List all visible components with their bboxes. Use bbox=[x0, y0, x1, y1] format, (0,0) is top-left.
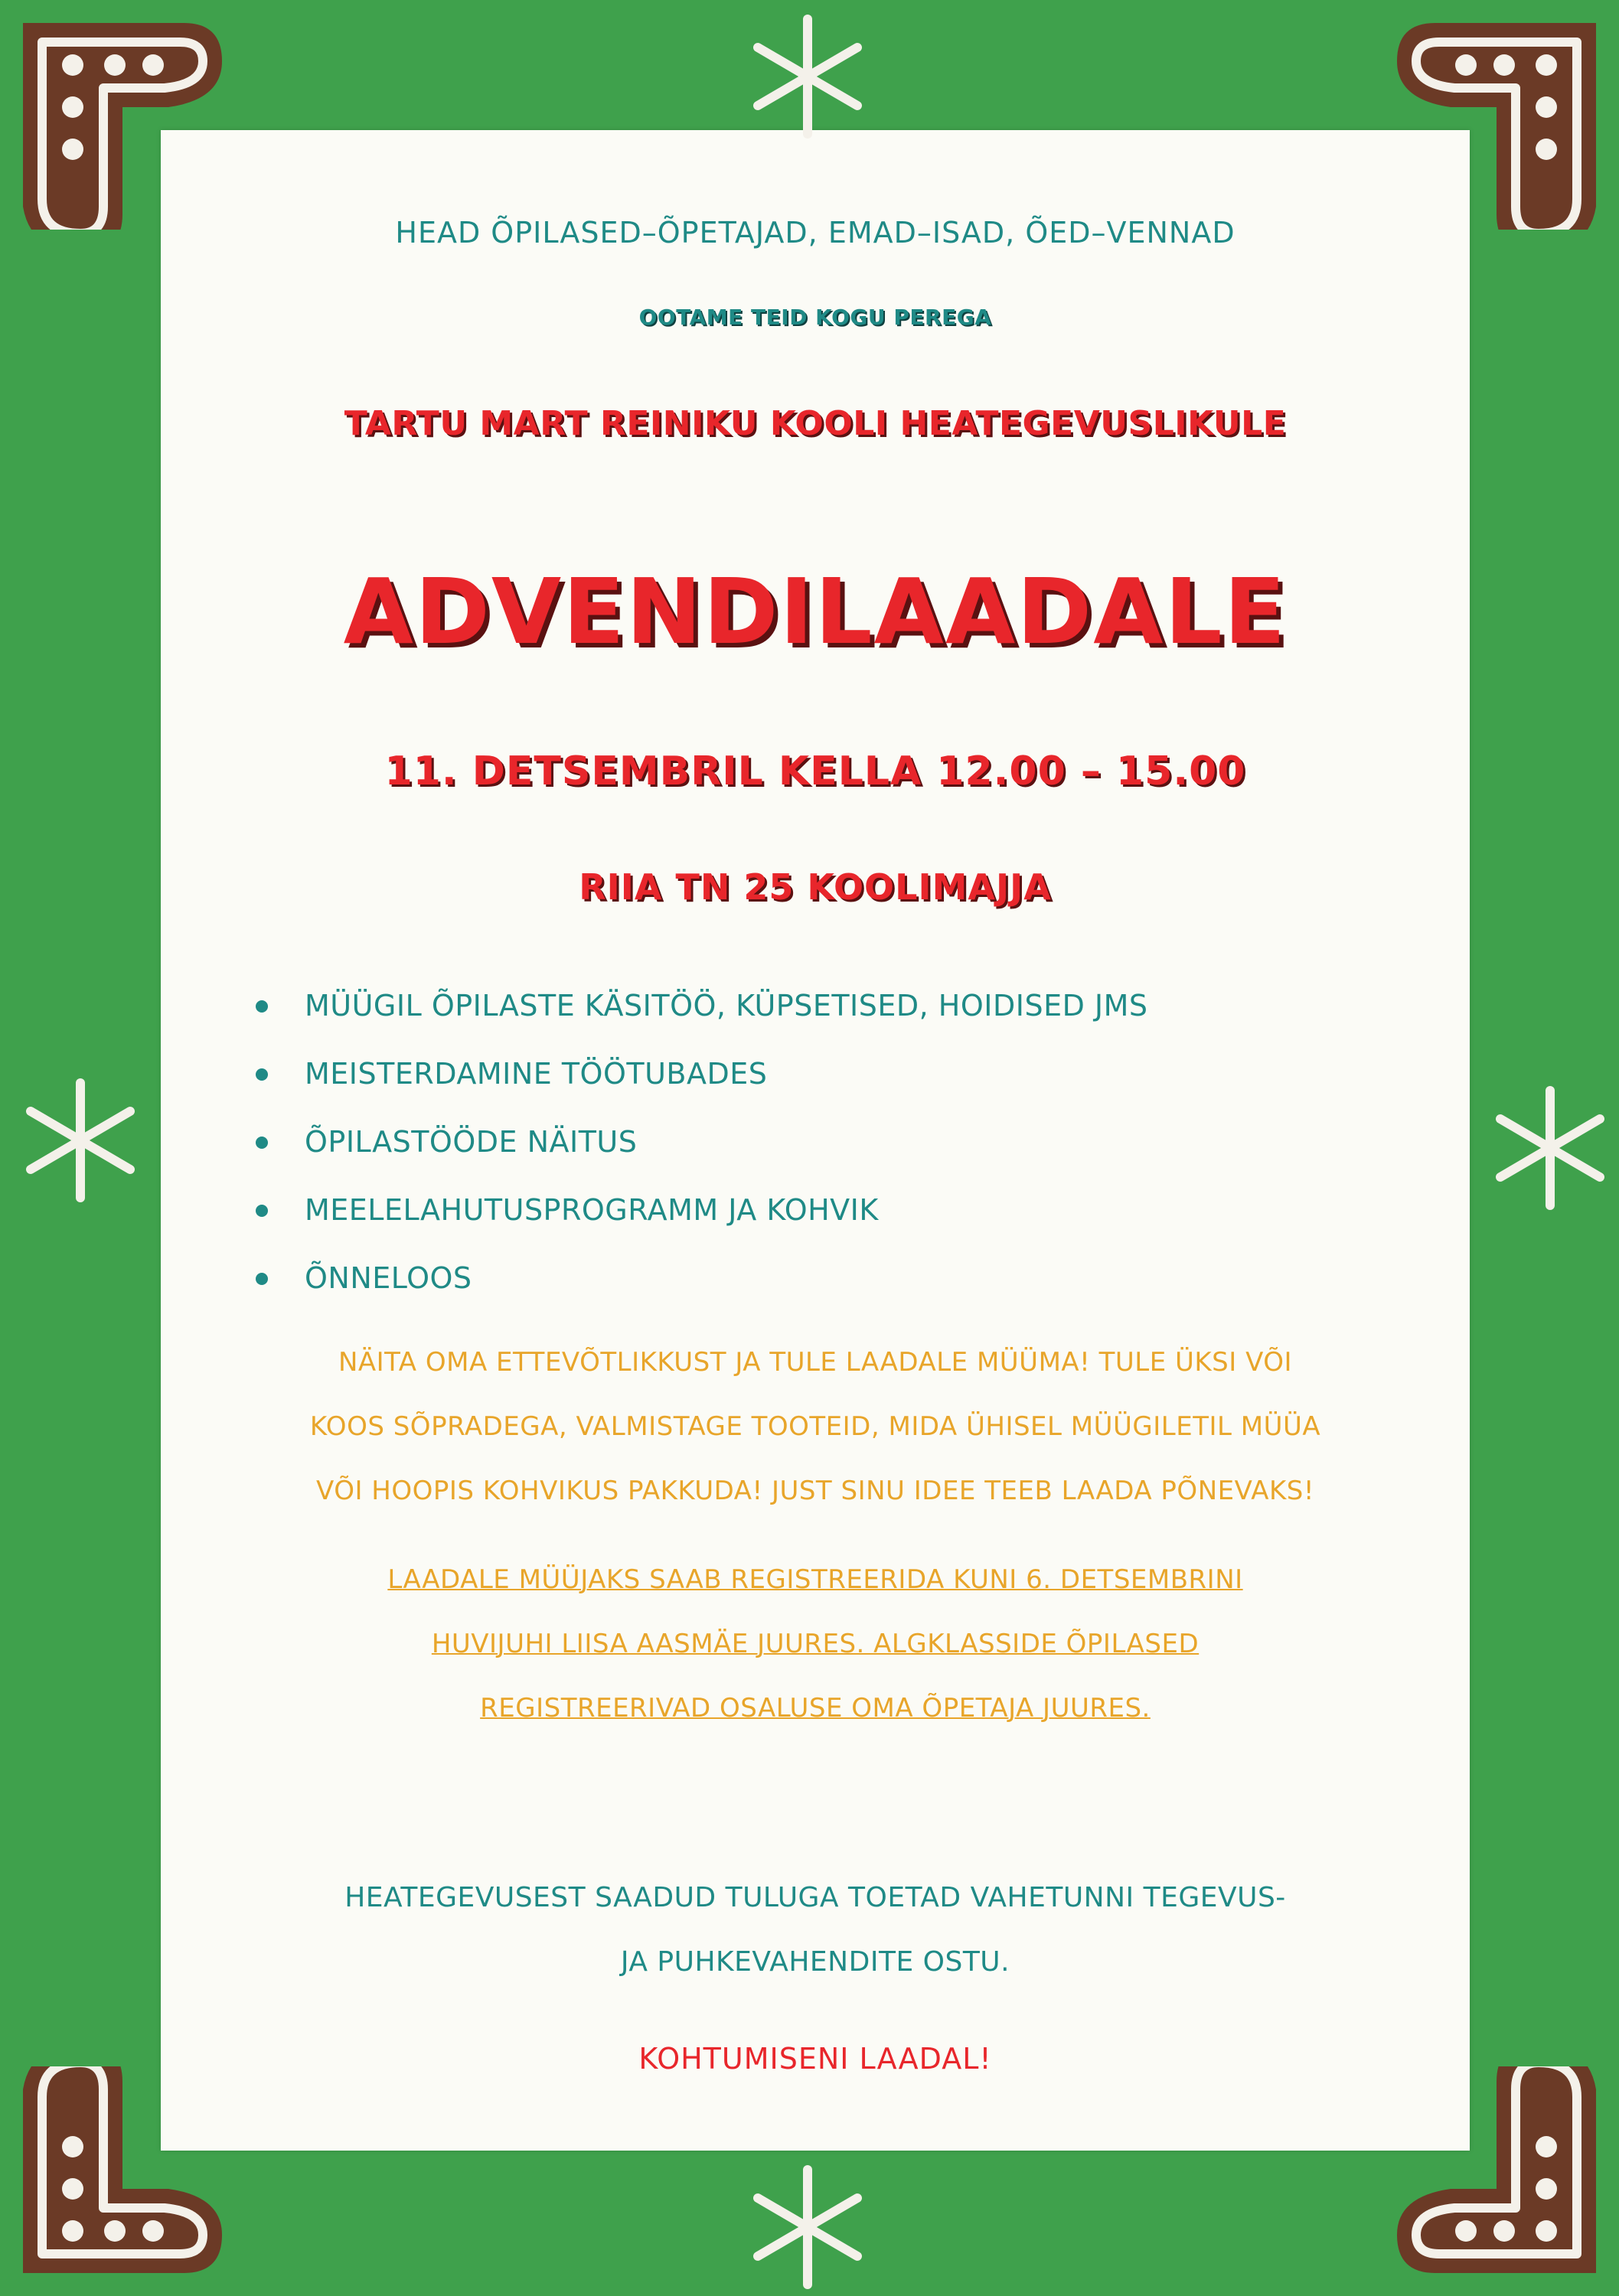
paragraph-line: HEATEGEVUSEST SAADUD TULUGA TOETAD VAHETUNNI TEGEVUS- bbox=[344, 1882, 1286, 1913]
list-item: MÜÜGIL ÕPILASTE KÄSITÖÖ, KÜPSETISED, HOIDISED JMS bbox=[245, 972, 1148, 1040]
paragraph-line: REGISTREERIVAD OSALUSE OMA ÕPETAJA JUURES. bbox=[480, 1693, 1151, 1724]
paragraph-line: LAADALE MÜÜJAKS SAAB REGISTREERIDA KUNI 6. DETSEMBRINI bbox=[387, 1564, 1243, 1595]
snowflake-icon bbox=[1481, 1079, 1619, 1217]
registration-paragraph bbox=[161, 1548, 1470, 1740]
greeting: HEAD ÕPILASED–ÕPETAJAD, EMAD–ISAD, ÕED–VENNAD bbox=[395, 216, 1235, 249]
list-item: MEISTERDAMINE TÖÖTUBADES bbox=[245, 1040, 1148, 1108]
entrepreneurship-paragraph bbox=[161, 1330, 1470, 1523]
paragraph-line: HUVIJUHI LIISA AASMÄE JUURES. ALGKLASSIDE ÕPILASED bbox=[431, 1629, 1200, 1659]
list-item: MEELELAHUTUSPROGRAMM JA KOHVIK bbox=[245, 1176, 1148, 1244]
activity-list bbox=[245, 972, 1148, 1313]
poster-content bbox=[161, 130, 1470, 2151]
snowflake-icon bbox=[11, 1071, 149, 1209]
poster-title: ADVENDILAADALE bbox=[343, 559, 1288, 664]
event-location: RIIA TN 25 KOOLIMAJJA bbox=[579, 866, 1052, 908]
list-item: ÕNNELOOS bbox=[245, 1244, 1148, 1313]
family-invite: OOTAME TEID KOGU PEREGA bbox=[638, 305, 992, 330]
paragraph-line: VÕI HOOPIS KOHVIKUS PAKKUDA! JUST SINU IDEE TEEB LAADA PÕNEVAKS! bbox=[316, 1476, 1314, 1506]
list-item: ÕPILASTÖÖDE NÄITUS bbox=[245, 1108, 1148, 1176]
snowflake-icon bbox=[739, 8, 876, 145]
event-date-time: 11. DETSEMBRIL KELLA 12.00 – 15.00 bbox=[384, 748, 1246, 794]
snowflake-icon bbox=[739, 2158, 876, 2296]
paragraph-line: KOOS SÕPRADEGA, VALMISTAGE TOOTEID, MIDA ÜHISEL MÜÜGILETIL MÜÜA bbox=[309, 1411, 1321, 1442]
closing-line: KOHTUMISENI LAADAL! bbox=[638, 2042, 992, 2076]
paragraph-line: JA PUHKEVAHENDITE OSTU. bbox=[620, 1946, 1010, 1978]
paragraph-line: NÄITA OMA ETTEVÕTLIKKUST JA TULE LAADALE MÜÜMA! TULE ÜKSI VÕI bbox=[338, 1347, 1293, 1378]
charity-paragraph bbox=[161, 1866, 1470, 1994]
school-line: TARTU MART REINIKU KOOLI HEATEGEVUSLIKULE bbox=[344, 404, 1287, 443]
